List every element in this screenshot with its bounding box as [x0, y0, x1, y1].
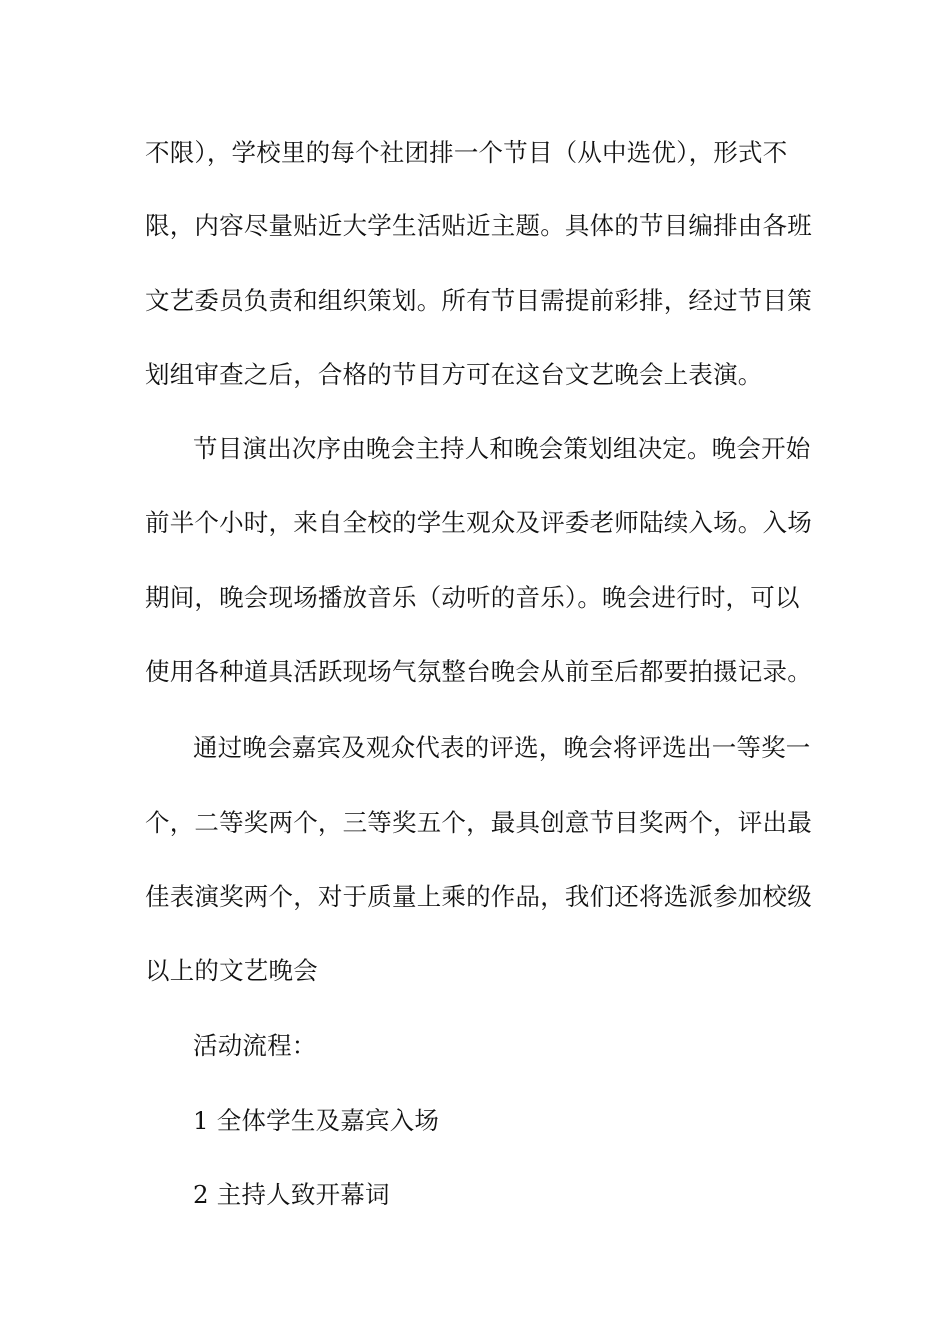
paragraph-line: 节目演出次序由晚会主持人和晚会策划组决定。晚会开始 — [193, 434, 811, 463]
paragraph-line: 文艺委员负责和组织策划。所有节目需提前彩排，经过节目策 — [145, 286, 812, 315]
paragraph-line: 个，二等奖两个，三等奖五个，最具创意节目奖两个，评出最 — [145, 808, 812, 837]
paragraph-line: 期间，晚会现场播放音乐（动听的音乐）。晚会进行时，可以 — [145, 583, 800, 612]
process-heading: 活动流程： — [193, 1031, 317, 1060]
process-step: 2 主持人致开幕词 — [193, 1180, 390, 1209]
paragraph-line: 通过晚会嘉宾及观众代表的评选，晚会将评选出一等奖一 — [193, 733, 811, 762]
paragraph-line: 划组审查之后，合格的节目方可在这台文艺晚会上表演。 — [145, 360, 763, 389]
process-step: 1 全体学生及嘉宾入场 — [193, 1106, 440, 1135]
paragraph-line: 限，内容尽量贴近大学生活贴近主题。具体的节目编排由各班 — [145, 211, 812, 240]
paragraph-line: 前半个小时，来自全校的学生观众及评委老师陆续入场。入场 — [145, 508, 812, 537]
paragraph-line: 佳表演奖两个，对于质量上乘的作品，我们还将选派参加校级 — [145, 882, 812, 911]
paragraph-line: 以上的文艺晚会 — [145, 956, 318, 985]
paragraph-line: 不限），学校里的每个社团排一个节目（从中选优），形式不 — [145, 138, 788, 167]
paragraph-line: 使用各种道具活跃现场气氛整台晚会从前至后都要拍摄记录。 — [145, 657, 812, 686]
